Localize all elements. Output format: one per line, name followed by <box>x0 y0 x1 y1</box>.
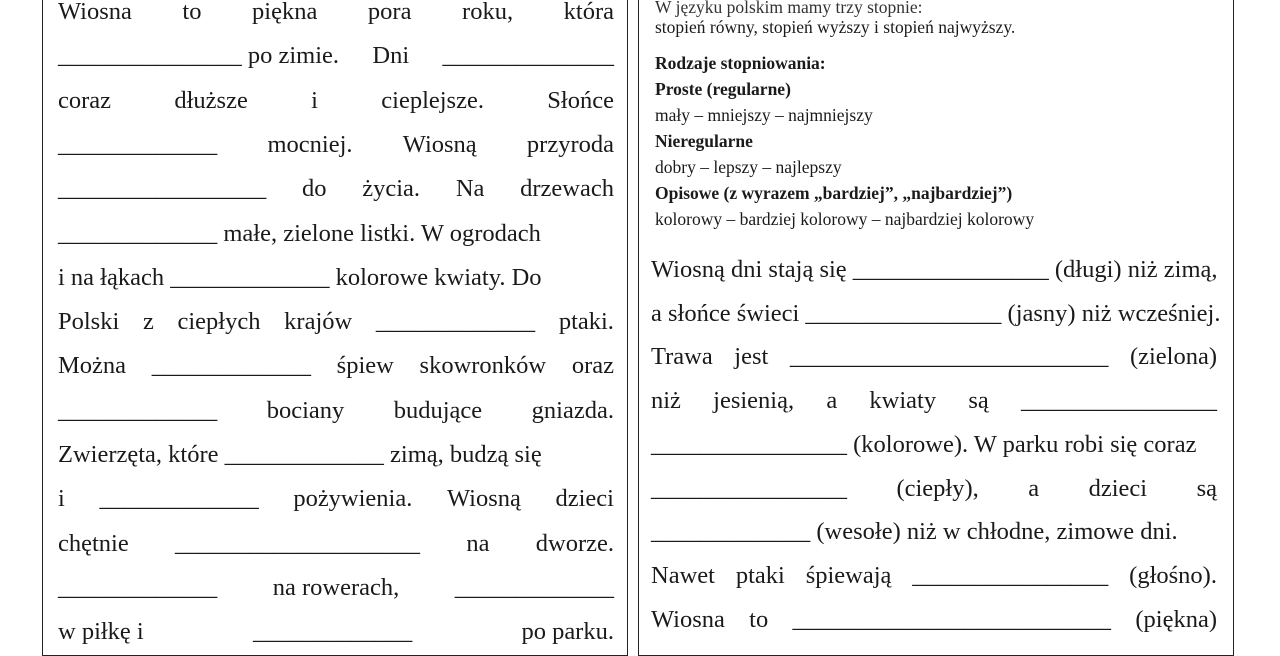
text-segment: a <box>1028 474 1040 502</box>
left-text-line <box>58 351 614 381</box>
text-segment: są <box>968 387 989 415</box>
text-segment: _____________ <box>252 618 413 646</box>
left-text-line <box>58 307 614 337</box>
text-segment: Polski <box>58 308 120 336</box>
irregular-heading: Nieregularne <box>655 131 753 151</box>
text-segment: Dni <box>372 42 410 70</box>
text-segment: Wiosna <box>651 605 725 633</box>
text-segment: i <box>58 485 65 513</box>
intro-line-1: W języku polskim mamy trzy stopnie: <box>655 0 923 17</box>
text-segment: to <box>182 0 202 25</box>
text-segment: Na <box>455 175 485 203</box>
text-segment: _____________ (wesołe) niż w chłodne, zimowe dni. <box>651 518 1178 546</box>
text-segment: (zielona) <box>1129 343 1217 371</box>
text-segment: dzieci <box>555 485 614 513</box>
text-segment: _____________ <box>375 308 536 336</box>
left-text-line <box>58 396 614 426</box>
text-segment: po parku. <box>521 618 614 646</box>
text-segment: z <box>142 308 154 336</box>
text-segment: ciepłych <box>177 308 261 336</box>
text-segment: _____________ małe, zielone listki. W ogrodach <box>58 219 541 247</box>
text-segment: kwiaty <box>869 387 937 415</box>
text-segment: bociany <box>266 396 345 424</box>
text-segment: cieplejsze. <box>381 86 484 114</box>
types-heading: Rodzaje stopniowania: <box>655 53 826 73</box>
text-segment: jest <box>734 343 769 371</box>
text-segment: Zwierzęta, które _____________ zimą, budzą się <box>58 441 542 468</box>
text-segment: ________________ <box>1020 387 1217 415</box>
text-segment: do <box>302 175 327 203</box>
text-segment: _____________ <box>58 130 218 158</box>
text-segment: i na łąkach _____________ kolorowe kwiaty. Do <box>58 263 542 291</box>
left-text-line <box>58 263 614 293</box>
left-text-line <box>58 484 614 514</box>
text-segment: (głośno). <box>1129 561 1217 589</box>
right-text-line <box>651 474 1217 504</box>
text-segment: _____________ <box>151 352 311 380</box>
text-segment: Wiosną dni stają się ________________ (długi) niż zimą, <box>651 256 1218 283</box>
text-segment: ________________ <box>651 474 847 502</box>
text-segment: Wiosną <box>447 485 521 513</box>
text-segment: _______________ po zimie. <box>58 42 340 70</box>
right-text-line <box>651 605 1217 635</box>
text-segment: i <box>311 86 318 114</box>
simple-heading: Proste (regularne) <box>655 79 791 99</box>
text-segment: ____________________ <box>175 529 421 557</box>
text-segment: (ciepły), <box>896 474 979 502</box>
text-segment: która <box>563 0 614 25</box>
text-segment: dzieci <box>1088 474 1148 502</box>
right-text-line <box>651 386 1217 416</box>
left-text-line <box>58 219 614 249</box>
text-segment: na rowerach, <box>272 573 400 601</box>
right-text-line <box>651 299 1221 329</box>
left-text-line <box>58 440 614 470</box>
text-segment: _________________ <box>58 175 267 203</box>
right-exercise-panel <box>638 0 1234 656</box>
text-segment: oraz <box>571 352 614 380</box>
text-segment: coraz <box>58 86 112 114</box>
text-segment: skowronków <box>419 352 547 380</box>
left-text-line <box>58 529 614 559</box>
left-text-line <box>58 617 614 647</box>
text-segment: są <box>1196 474 1217 502</box>
text-segment: Trawa <box>651 343 713 371</box>
text-segment: to <box>749 605 769 633</box>
text-segment: w piłkę i <box>58 618 144 646</box>
text-segment: pora <box>367 0 412 25</box>
right-text-line <box>651 517 1217 547</box>
text-segment: Słońce <box>547 86 614 114</box>
text-segment: Nawet <box>651 561 715 589</box>
text-segment: a <box>826 387 838 415</box>
text-segment: a słońce świeci ________________ (jasny) niż wcześniej. <box>651 299 1221 327</box>
left-text-line <box>58 0 614 27</box>
text-segment: __________________________ <box>789 343 1109 371</box>
text-segment: na <box>466 529 490 557</box>
text-segment: dworze. <box>535 529 614 557</box>
text-segment: życia. <box>362 175 421 203</box>
text-segment: drzewach <box>520 175 614 203</box>
text-segment: roku, <box>462 0 514 25</box>
left-text-line <box>58 41 614 71</box>
left-text-line <box>58 130 614 160</box>
text-segment: _____________ <box>99 485 259 513</box>
text-segment: niż <box>651 387 681 415</box>
text-segment: _____________ <box>58 396 218 424</box>
intro-line-2: stopień równy, stopień wyższy i stopień najwyższy. <box>655 17 1016 37</box>
left-text-line <box>58 573 614 603</box>
right-text-line <box>651 561 1217 591</box>
text-segment: krajów <box>284 308 353 336</box>
right-text-line <box>651 255 1217 285</box>
text-segment: Można <box>58 352 127 380</box>
left-text-line <box>58 174 614 204</box>
text-segment: przyroda <box>526 130 614 158</box>
text-segment: ptaki. <box>558 308 614 336</box>
descriptive-example: kolorowy – bardziej kolorowy – najbardziej kolorowy <box>655 209 1035 229</box>
text-segment: ________________ <box>912 561 1109 589</box>
text-segment: piękna <box>252 0 318 25</box>
text-segment: śpiewają <box>805 561 892 589</box>
text-segment: śpiew <box>336 352 394 380</box>
left-text-line <box>58 86 614 116</box>
text-segment: gniazda. <box>531 396 614 424</box>
text-segment: _____________ <box>454 573 614 601</box>
text-segment: chętnie <box>58 529 129 557</box>
text-segment: budujące <box>393 396 483 424</box>
text-segment: pożywienia. <box>293 485 413 513</box>
text-segment: __________________________ <box>792 605 1112 633</box>
text-segment: ________________ (kolorowe). W parku robi się coraz <box>651 430 1197 458</box>
text-segment: jesienią, <box>713 387 795 415</box>
text-segment: _____________ <box>58 573 218 601</box>
irregular-example: dobry – lepszy – najlepszy <box>655 157 842 177</box>
descriptive-heading: Opisowe (z wyrazem „bardziej”, „najbardziej”) <box>655 183 1013 203</box>
simple-example: mały – mniejszy – najmniejszy <box>655 105 873 125</box>
text-segment: ptaki <box>735 561 785 589</box>
right-text-line <box>651 430 1217 460</box>
text-segment: mocniej. <box>267 130 353 158</box>
right-text-line <box>651 342 1217 372</box>
text-segment: dłuższe <box>174 86 248 114</box>
text-segment: ______________ <box>442 42 614 70</box>
text-segment: Wiosną <box>402 130 477 158</box>
text-segment: (piękna) <box>1135 605 1217 633</box>
left-exercise-panel <box>42 0 628 656</box>
text-segment: Wiosna <box>58 0 132 25</box>
